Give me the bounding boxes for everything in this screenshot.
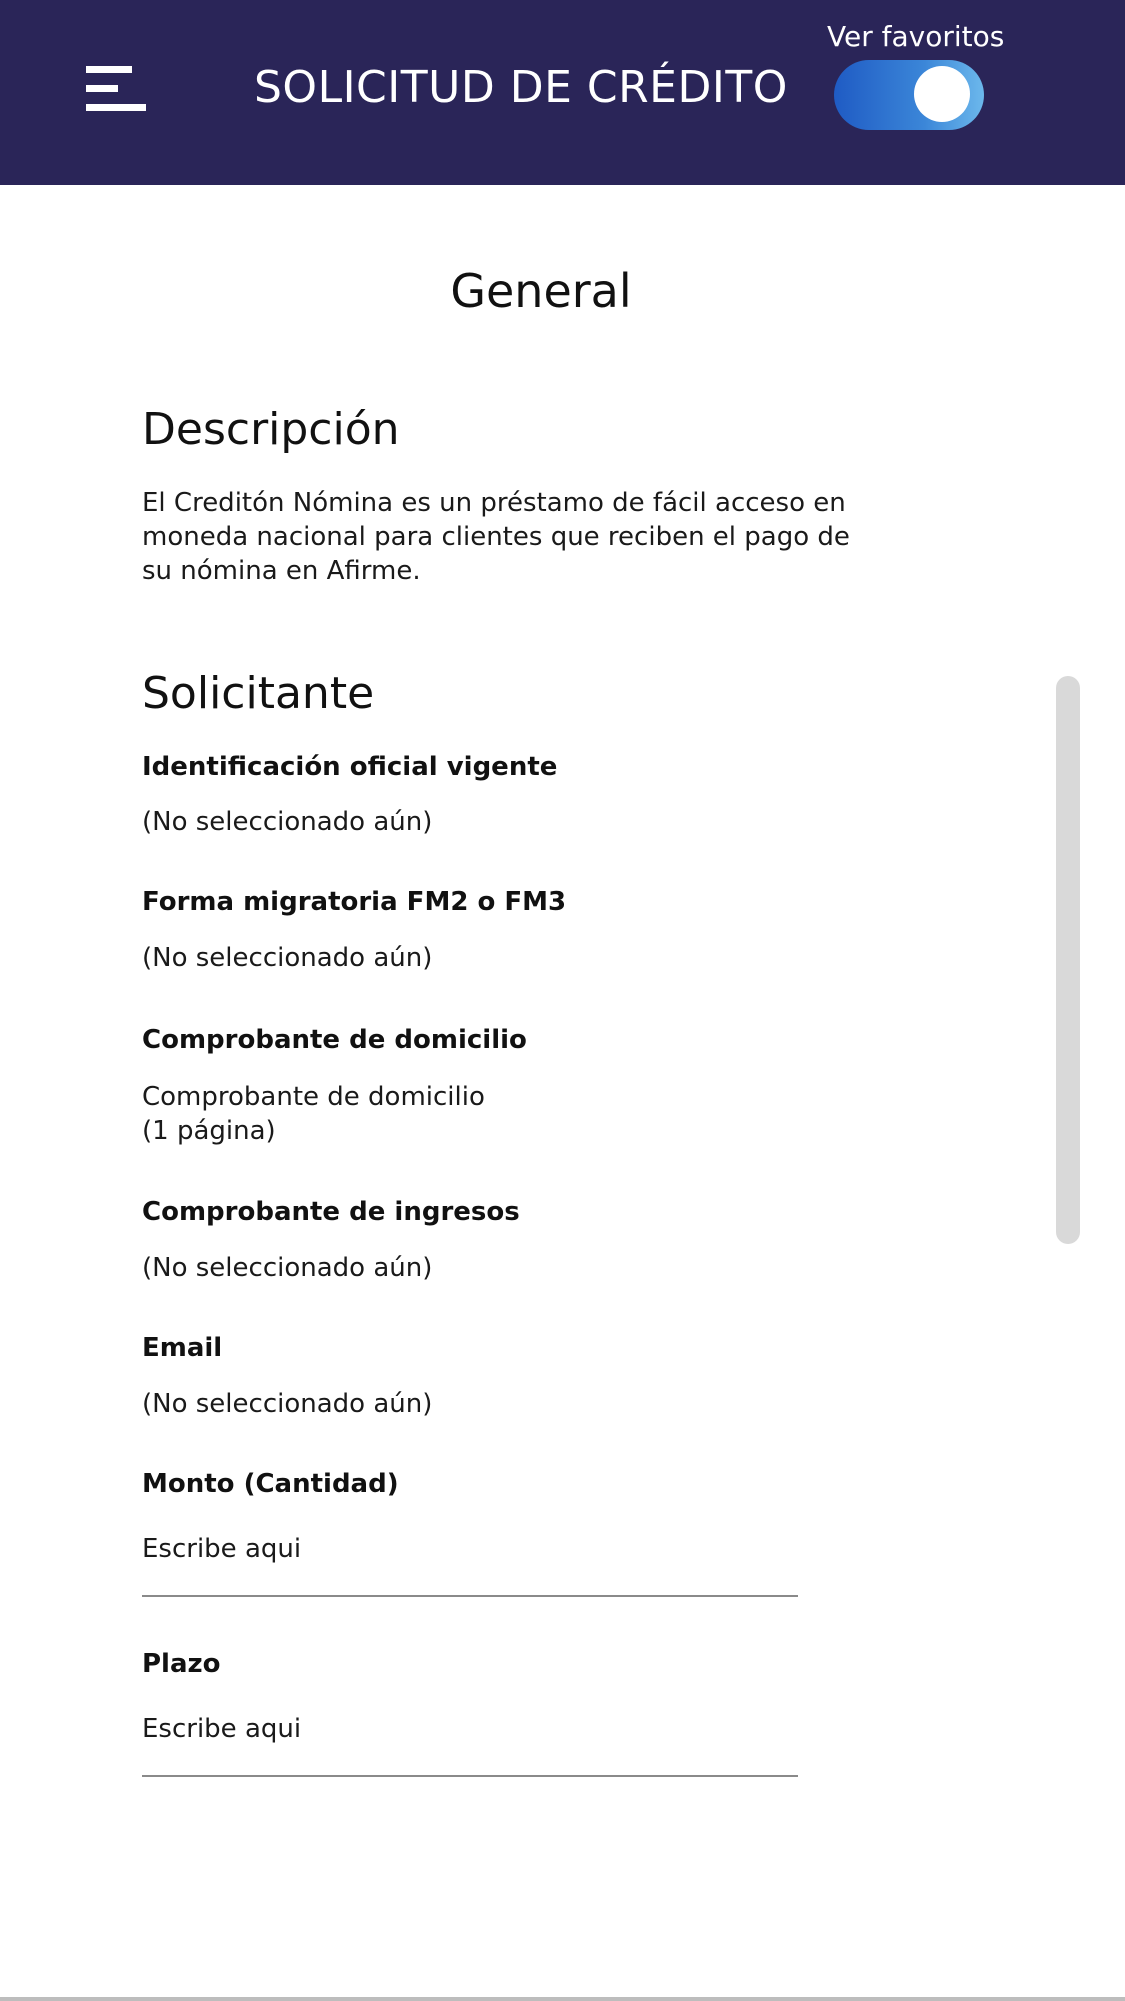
favorites-toggle[interactable] (834, 60, 984, 130)
field-value-identificacion[interactable]: (No seleccionado aún) (142, 807, 433, 837)
toggle-knob (914, 66, 970, 122)
bottom-divider (0, 1997, 1125, 2001)
field-label-comprobante-domicilio: Comprobante de domicilio (142, 1025, 527, 1055)
monto-input[interactable] (142, 1527, 798, 1597)
favorites-label: Ver favoritos (827, 20, 1005, 53)
document-name: Comprobante de domicilio (142, 1082, 485, 1112)
field-label-plazo: Plazo (142, 1649, 221, 1679)
section-title: General (450, 264, 632, 318)
app-header (0, 0, 1125, 185)
field-value-comprobante-ingresos[interactable]: (No seleccionado aún) (142, 1253, 433, 1283)
hamburger-menu-icon[interactable] (86, 66, 146, 112)
scrollbar[interactable] (1056, 676, 1080, 1244)
field-label-comprobante-ingresos: Comprobante de ingresos (142, 1197, 520, 1227)
field-value-comprobante-domicilio[interactable] (142, 1080, 485, 1148)
field-label-email: Email (142, 1333, 223, 1363)
description-text: El Creditón Nómina es un préstamo de fácil acceso en moneda nacional para clientes que reciben el pago de su nómina en Afirme. (142, 488, 850, 586)
field-label-identificacion: Identificación oficial vigente (142, 752, 558, 782)
applicant-heading: Solicitante (142, 668, 375, 719)
field-value-forma-migratoria[interactable]: (No seleccionado aún) (142, 943, 433, 973)
field-label-forma-migratoria: Forma migratoria FM2 o FM3 (142, 887, 567, 917)
description-heading: Descripción (142, 404, 400, 455)
plazo-input[interactable] (142, 1707, 798, 1777)
field-label-monto: Monto (Cantidad) (142, 1469, 399, 1499)
document-pages: (1 página) (142, 1116, 276, 1146)
page-title: SOLICITUD DE CRÉDITO (254, 62, 788, 113)
field-value-email[interactable]: (No seleccionado aún) (142, 1389, 433, 1419)
